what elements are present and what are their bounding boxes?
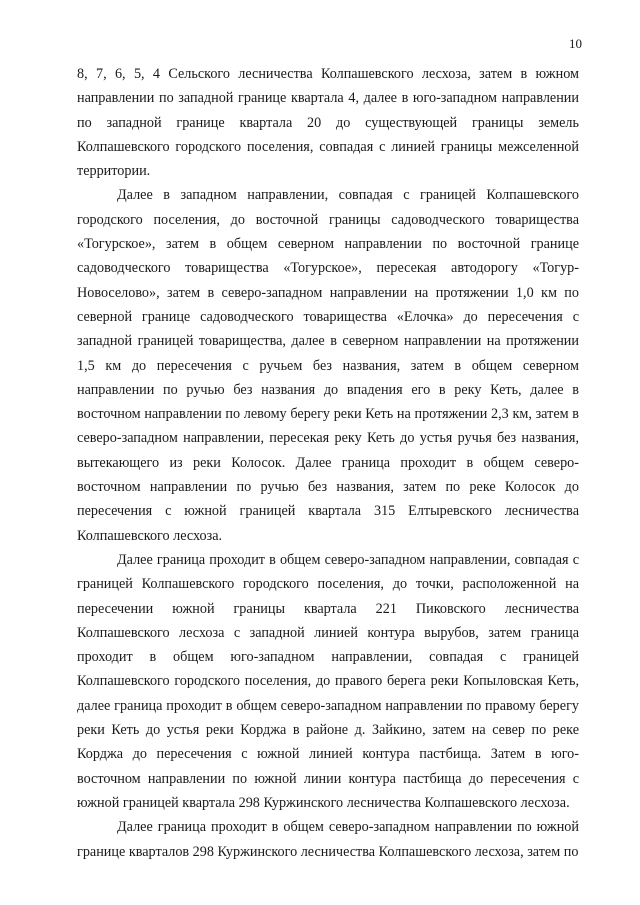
page-number: 10 xyxy=(569,36,582,51)
paragraph: Далее граница проходит в общем северо-западном направлении, совпадая с границей Колпашевского городского поселения, до точки, расположенной на пересечении южной границы квартала 221 Пиковского лесничества Колпашевского лесхоза с западной линией контура вырубов, затем граница проходит в общем юго-западном направлении, совпадая с границей Колпашевского городского поселения, до правого берега реки Копыловская Кеть, далее граница проходит в общем северо-западном направлении по правому берегу реки Кеть до устья реки Корджа в районе д. Зайкино, затем на север по реке Корджа до пересечения с южной линией контура пастбища. Затем в юго-восточном направлении по южной линии контура пастбища до пересечения с южной границей квартала 298 Куржинского лесничества Колпашевского лесхоза. xyxy=(77,551,579,811)
paragraph-continuation: 8, 7, 6, 5, 4 Сельского лесничества Колпашевского лесхоза, затем в южном направлении по западной границе квартала 4, далее в юго-западном направлении по западной границе квартала 20 до существующей границы земель Колпашевского городского поселения, совпадая с линией границы межселенной территории. xyxy=(77,66,579,180)
document-body xyxy=(77,62,579,864)
paragraph: Далее граница проходит в общем северо-западном направлении по южной границе кварталов 298 Куржинского лесничества Колпашевского лесхоза, затем по xyxy=(77,819,579,860)
paragraph: Далее в западном направлении, совпадая с границей Колпашевского городского поселения, до восточной границы садоводческого товарищества «Тогурское», затем в общем северном направлении по восточной границе садоводческого товарищества «Тогурское», пересекая автодорогу «Тогур-Новоселово», затем в северо-западном направлении на протяжении 1,0 км по северной границе садоводческого товарищества «Елочка» до пересечения с западной границей товарищества, далее в северном направлении на протяжении 1,5 км до пересечения с ручьем без названия, затем в общем северном направлении по ручью без названия до впадения его в реку Кеть, далее в восточном направлении по левому берегу реки Кеть на протяжении 2,3 км, затем в северо-западном направлении, пересекая реку Кеть до устья ручья без названия, вытекающего из реки Колосок. Далее граница проходит в общем северо-восточном направлении по ручью без названия, затем по реке Колосок до пересечения с южной границей квартала 315 Елтыревского лесничества Колпашевского лесхоза. xyxy=(77,187,579,544)
